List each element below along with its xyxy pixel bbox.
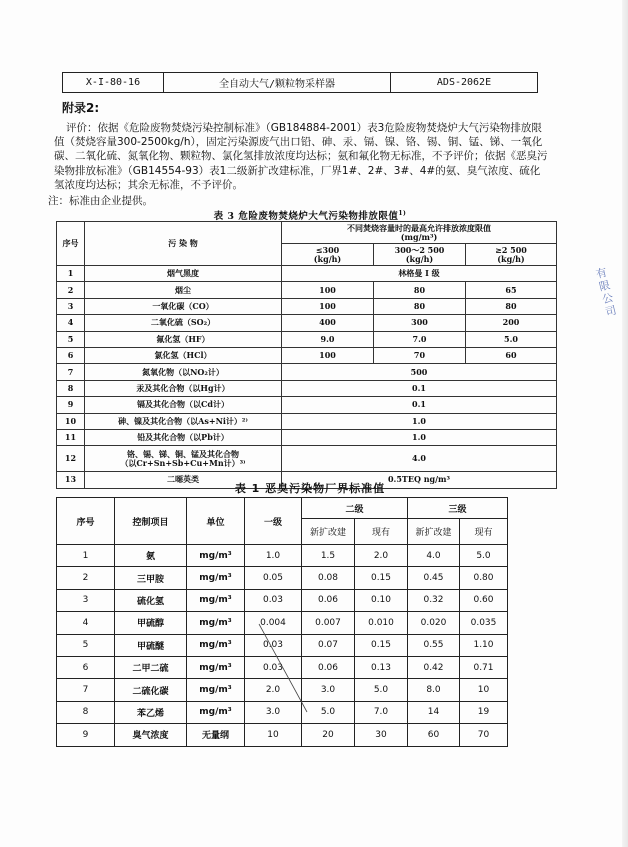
t1-cell-value: 2.0 [355,545,408,567]
table-row [57,724,508,746]
t1-header-level2: 二级 [302,498,408,519]
t1-cell-value: 0.08 [302,567,355,589]
t3-cell-limit: 60 [466,347,557,363]
table-row [57,266,557,282]
t3-header-no: 序号 [57,222,85,266]
t1-cell-no: 6 [57,656,115,678]
table-row [57,446,557,472]
t3-cell-limit: 300 [374,315,466,331]
t3-cell-pollutant: 氟化氢（HF） [85,331,282,347]
appendix-title: 附录2: [62,101,100,115]
t3-cell-limit: 林格曼 I 级 [282,266,557,282]
t1-cell-value: 3.0 [245,701,302,723]
t1-cell-value: 2.0 [245,679,302,701]
t1-cell-value: 1.10 [460,634,508,656]
t3-cell-limit: 0.1 [282,397,557,413]
pen-stroke-mark [255,620,315,720]
table-row [57,413,557,429]
t3-cell-no: 1 [57,266,85,282]
t3-header-group-text: 不同焚烧容量时的最高允许排放浓度限值 [347,222,491,233]
t3-cell-limit: 1.0 [282,429,557,445]
t1-cell-no: 1 [57,545,115,567]
document-header [62,72,538,93]
t3-cell-pollutant-line1: 铬、锡、锑、铜、锰及其化合物 [127,448,239,459]
t1-cell-item: 硫化氢 [115,589,187,611]
table-row [57,380,557,396]
t1-cell-unit: mg/m³ [187,679,245,701]
t1-header-level1: 一级 [245,498,302,545]
t3-cap3-value: ≥2 500 [495,244,527,255]
t1-cell-item: 氨 [115,545,187,567]
t1-cell-value: 0.32 [408,589,460,611]
t3-cell-pollutant: 铅及其化合物（以Pb计） [85,429,282,445]
t1-cell-value: 14 [408,701,460,723]
t3-cell-limit: 0.5TEQ ng/m³ [282,472,557,488]
t1-cell-value: 5.0 [460,545,508,567]
t1-cell-value: 0.06 [302,589,355,611]
t1-cell-no: 9 [57,724,115,746]
t3-cell-no: 2 [57,282,85,298]
t3-cell-pollutant: 氯化氢（HCl） [85,347,282,363]
t1-cell-no: 3 [57,589,115,611]
t1-cell-unit: mg/m³ [187,612,245,634]
table3-emission-limits [56,221,557,489]
t1-cell-value: 30 [355,724,408,746]
t1-cell-value: 0.020 [408,612,460,634]
table-row [57,397,557,413]
t1-cell-value: 10 [460,679,508,701]
t1-cell-value: 4.0 [408,545,460,567]
table3-title [100,208,520,222]
t1-cell-value: 19 [460,701,508,723]
t3-cell-limit: 100 [282,298,374,314]
evaluation-paragraph: 评价：依据《危险废物焚烧污染控制标准》（GB184884-2001）表3危险废物焚烧炉大气污染物排放限值（焚烧容量300-2500kg/h），固定污染源废气出口铅、砷、汞、镉、镍、铬、锡、铜、锰、锑、一氧化碳、二氧化硫、氮氧化物、颗粒物、氯化氢排放浓度均达标；氨和氟化物无标准，不予评价；依据《恶臭污染物排放标准》（GB14554-93）表1二级新扩改建标准，厂界1#、2#、3#、4#的氨、臭气浓度、硫化氢浓度均达标；其余无标准，不予评价。 [54,122,548,191]
t3-cell-no: 12 [57,446,85,472]
t1-header-new: 新扩改建 [302,519,355,545]
t3-header-pollutant: 污 染 物 [85,222,282,266]
t3-cell-limit: 1.0 [282,413,557,429]
t3-cell-limit: 7.0 [374,331,466,347]
t3-cell-limit: 80 [374,298,466,314]
t3-cell-pollutant: 一氧化碳（CO） [85,298,282,314]
t1-cell-value: 0.07 [302,634,355,656]
t3-cell-no: 10 [57,413,85,429]
t3-cell-limit: 100 [282,347,374,363]
t3-header-group [282,222,557,244]
t3-cell-pollutant: 氮氧化物（以NO₂计） [85,364,282,380]
t1-cell-value: 0.05 [245,567,302,589]
t1-cell-unit: mg/m³ [187,589,245,611]
company-seal-stamp: 有限公司 [593,265,619,320]
t1-cell-unit: mg/m³ [187,545,245,567]
t1-cell-value: 0.80 [460,567,508,589]
t3-cell-no: 6 [57,347,85,363]
table-row [57,545,508,567]
table-row [57,364,557,380]
t3-cell-pollutant: 烟尘 [85,282,282,298]
standard-note: 注：标准由企业提供。 [48,195,153,207]
table-row [57,589,508,611]
t3-cell-pollutant: 烟气黑度 [85,266,282,282]
t3-cell-limit: 400 [282,315,374,331]
t3-cell-no: 7 [57,364,85,380]
t3-cell-no: 13 [57,472,85,488]
t3-cell-limit: 5.0 [466,331,557,347]
table-row [57,331,557,347]
t1-cell-no: 7 [57,679,115,701]
t1-header-new: 新扩改建 [408,519,460,545]
t1-cell-value: 0.60 [460,589,508,611]
t1-cell-value: 0.42 [408,656,460,678]
table1-title: 表 1 恶臭污染物厂界标准值 [234,482,386,495]
header-title: 全自动大气/颗粒物采样器 [164,73,391,93]
t1-cell-item: 二甲二硫 [115,656,187,678]
header-code: X-I-80-16 [63,73,164,93]
t3-cell-limit: 500 [282,364,557,380]
t1-cell-value: 60 [408,724,460,746]
t3-cell-pollutant: 镉及其化合物（以Cd计） [85,397,282,413]
t1-header-existing: 现有 [355,519,408,545]
table3-title-sup: 1) [398,209,407,217]
table-row [57,315,557,331]
t1-header-unit: 单位 [187,498,245,545]
table-row [57,429,557,445]
t3-cell-limit: 70 [374,347,466,363]
t1-cell-item: 三甲胺 [115,567,187,589]
t1-cell-item: 甲硫醇 [115,612,187,634]
scan-edge [622,0,628,847]
t1-cell-value: 1.5 [302,545,355,567]
t1-header-existing: 现有 [460,519,508,545]
t1-cell-value: 3.0 [302,679,355,701]
t1-cell-no: 8 [57,701,115,723]
t3-cell-no: 5 [57,331,85,347]
table3-title-text: 表 3 危险废物焚烧炉大气污染物排放限值 [213,211,399,222]
t1-cell-value: 10 [245,724,302,746]
t3-cap2-unit: (kg/h) [405,253,434,264]
t3-cell-limit: 200 [466,315,557,331]
t1-cell-no: 2 [57,567,115,589]
t1-cell-value: 0.71 [460,656,508,678]
t3-cell-pollutant: 砷、镍及其化合物（以As+Ni计）²⁾ [85,413,282,429]
table-row [57,567,508,589]
t3-cell-no: 4 [57,315,85,331]
t3-cell-pollutant [85,446,282,472]
t1-cell-value: 1.0 [245,545,302,567]
t1-cell-value: 0.45 [408,567,460,589]
t1-cell-unit: mg/m³ [187,567,245,589]
t1-cell-value: 0.06 [302,656,355,678]
t3-cell-pollutant: 汞及其化合物（以Hg计） [85,380,282,396]
t3-cell-limit: 65 [466,282,557,298]
t1-cell-value: 0.55 [408,634,460,656]
t1-cell-value: 0.15 [355,634,408,656]
t1-cell-value: 0.007 [302,612,355,634]
t3-cap1-value: ≤300 [315,244,340,255]
t1-cell-value: 0.03 [245,589,302,611]
t1-cell-no: 4 [57,612,115,634]
t1-cell-value: 8.0 [408,679,460,701]
t3-header-capacity-3 [466,244,557,266]
t3-cell-limit: 80 [374,282,466,298]
t3-cap3-unit: (kg/h) [497,253,525,264]
t1-cell-value: 70 [460,724,508,746]
t1-cell-value: 0.03 [245,656,302,678]
t1-cell-value: 20 [302,724,355,746]
t1-cell-item: 二硫化碳 [115,679,187,701]
t3-cell-limit: 9.0 [282,331,374,347]
t1-cell-unit: mg/m³ [187,656,245,678]
t3-header-capacity-1 [282,244,374,266]
table-row [57,282,557,298]
t3-cell-no: 8 [57,380,85,396]
t1-cell-value: 5.0 [355,679,408,701]
t3-cap1-unit: (kg/h) [313,253,342,264]
t3-cell-no: 3 [57,298,85,314]
t3-cell-pollutant-line2: （以Cr+Sn+Sb+Cu+Mn计）³⁾ [120,457,246,468]
t3-cell-no: 9 [57,397,85,413]
t3-header-capacity-2 [374,244,466,266]
t1-cell-value: 0.03 [245,634,302,656]
t3-cell-no: 11 [57,429,85,445]
t1-cell-unit: mg/m³ [187,634,245,656]
table-row [57,298,557,314]
t3-cell-pollutant: 二噁英类 [85,472,282,488]
t1-cell-value: 0.004 [245,612,302,634]
t1-cell-item: 苯乙烯 [115,701,187,723]
t1-header-level3: 三级 [408,498,508,519]
t1-cell-value: 0.10 [355,589,408,611]
t1-header-no: 序号 [57,498,115,545]
t1-header-item: 控制项目 [115,498,187,545]
t1-cell-value: 7.0 [355,701,408,723]
t3-header-unit: (mg/m³) [400,231,438,242]
t1-cell-value: 0.15 [355,567,408,589]
t3-cap2-value: 300～2 500 [394,244,445,255]
t1-cell-value: 0.13 [355,656,408,678]
t3-cell-limit: 80 [466,298,557,314]
t1-cell-unit: 无量纲 [187,724,245,746]
table-row [57,347,557,363]
t3-cell-limit: 0.1 [282,380,557,396]
header-model: ADS-2062E [391,73,538,93]
t1-cell-value: 5.0 [302,701,355,723]
t1-cell-value: 0.035 [460,612,508,634]
t1-cell-value: 0.010 [355,612,408,634]
t1-cell-item: 甲硫醚 [115,634,187,656]
t1-cell-item: 臭气浓度 [115,724,187,746]
t3-cell-limit: 4.0 [282,446,557,472]
t1-cell-no: 5 [57,634,115,656]
t3-cell-limit: 100 [282,282,374,298]
t1-cell-unit: mg/m³ [187,701,245,723]
t3-cell-pollutant: 二氧化硫（SO₂） [85,315,282,331]
